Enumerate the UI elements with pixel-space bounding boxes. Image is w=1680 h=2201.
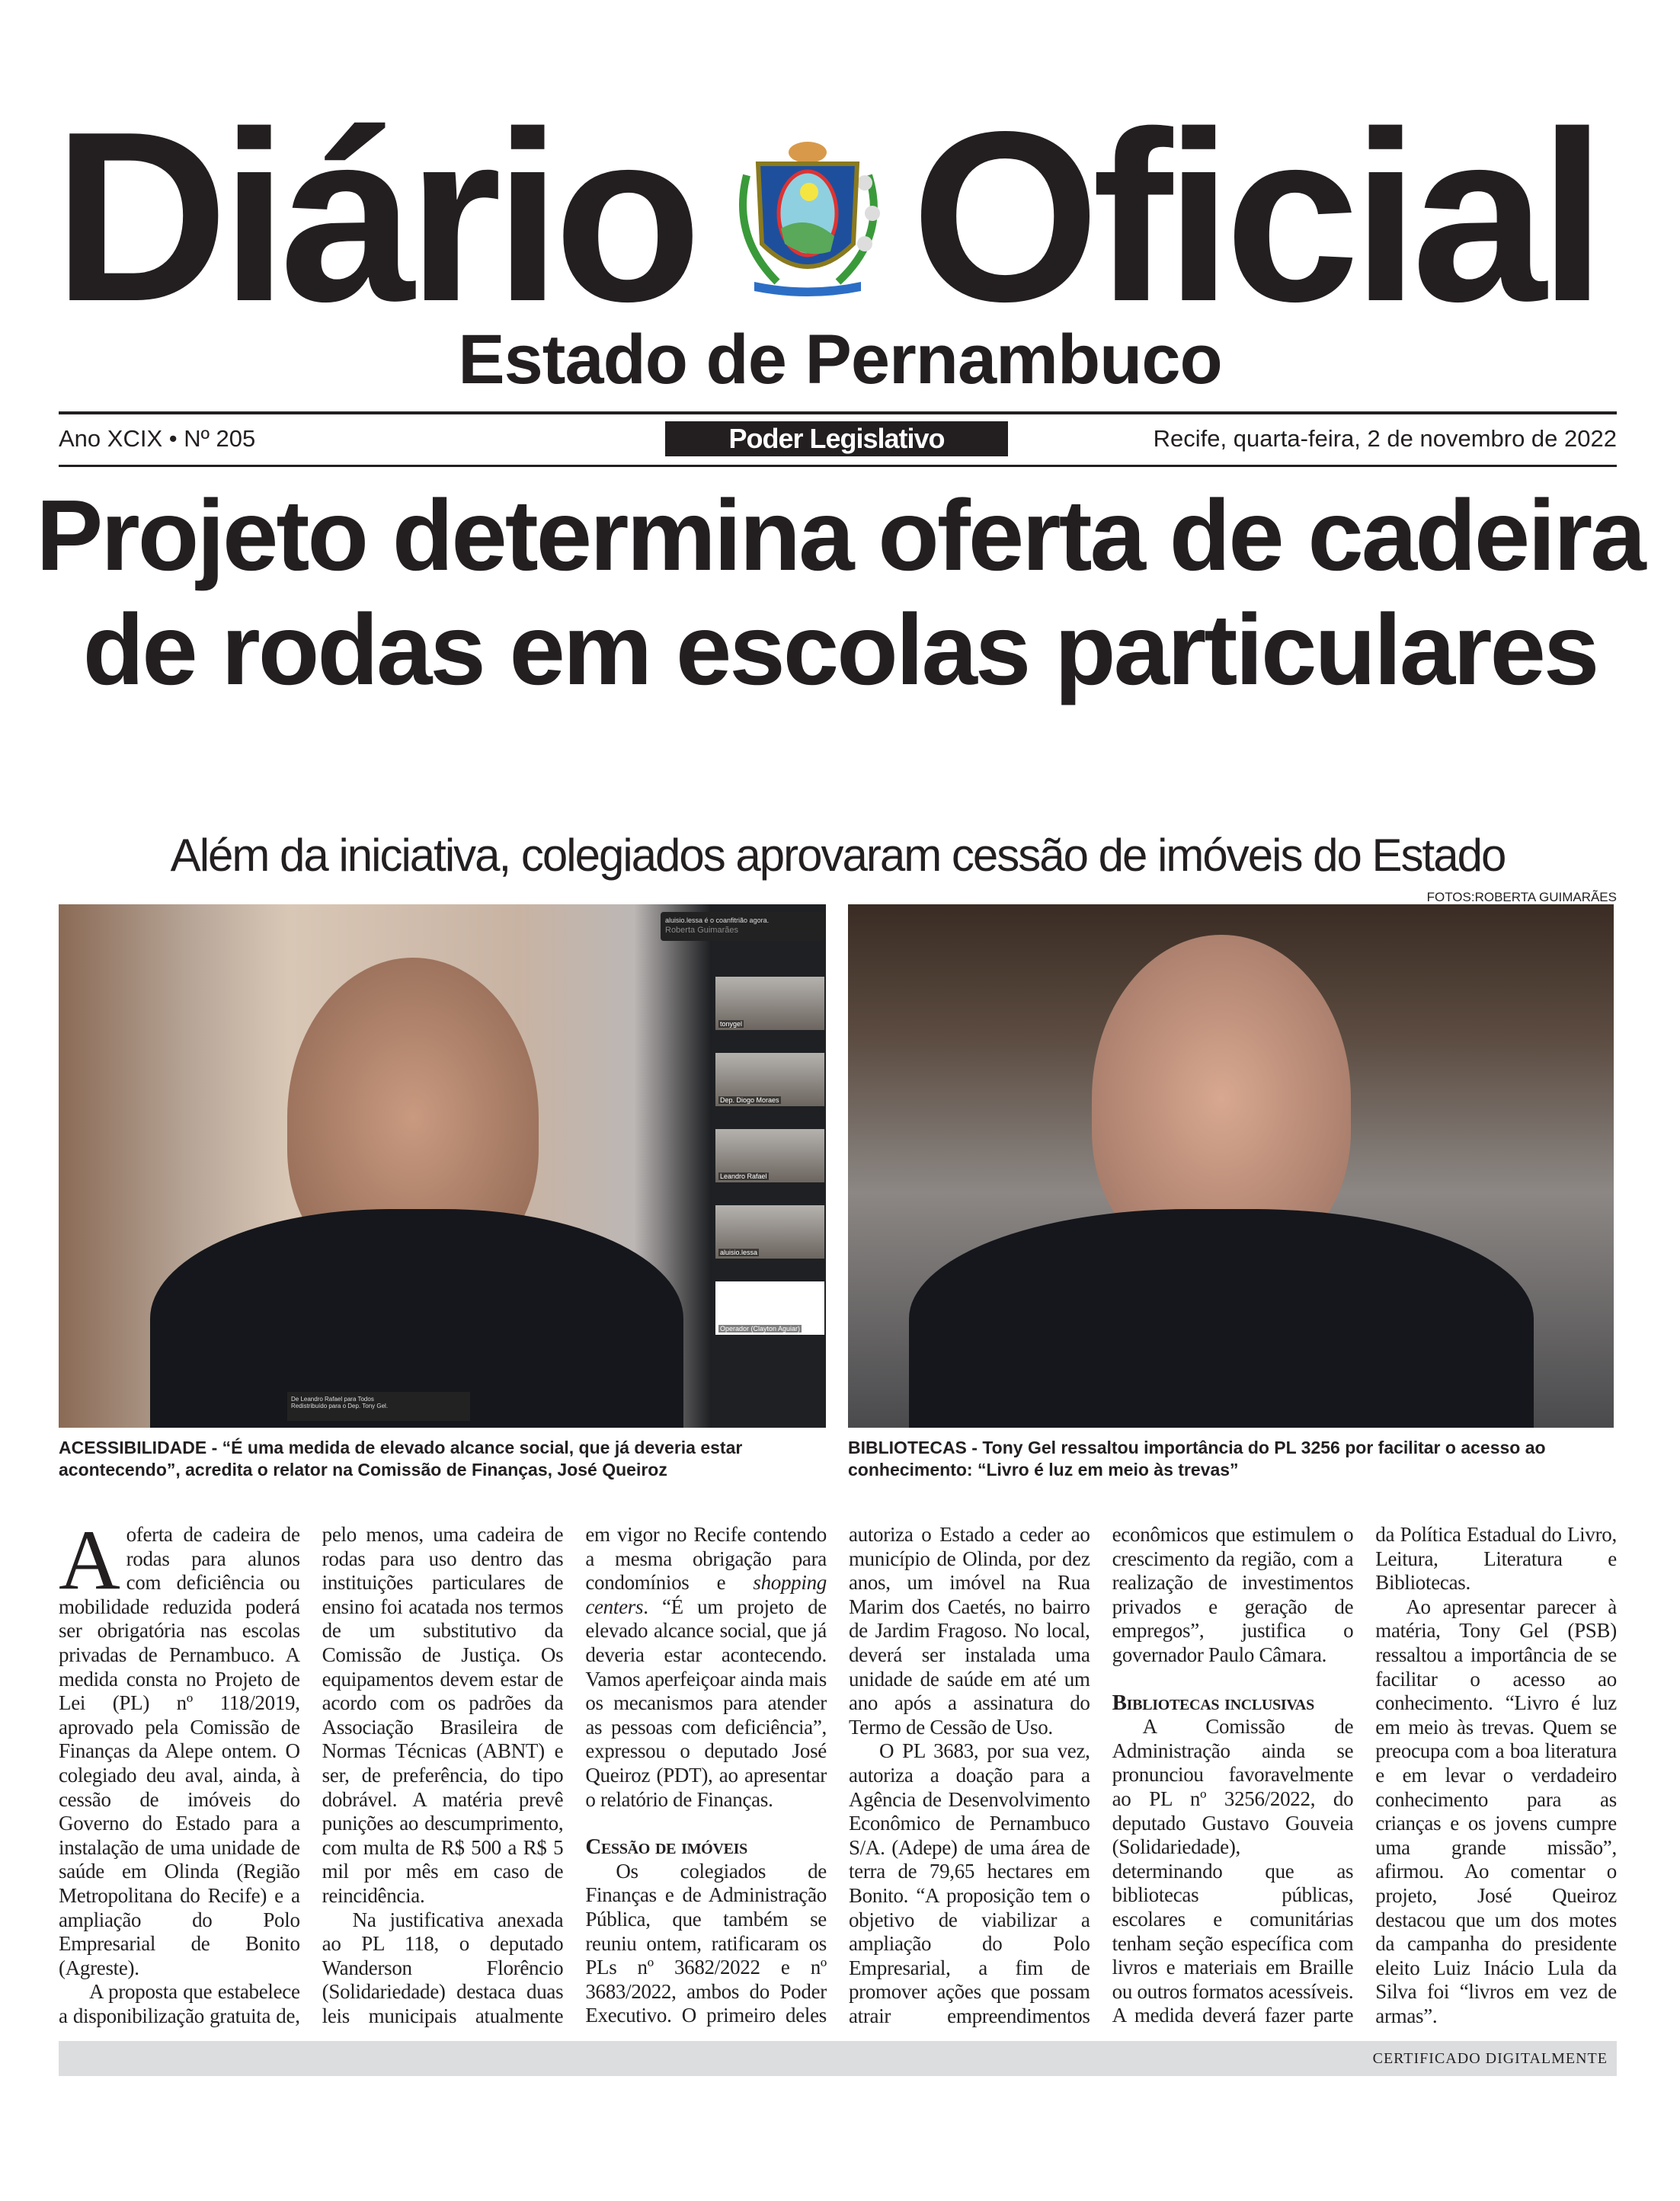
text: . “É um projeto de elevado alcance social, que já deveria estar acontecendo. Vamos aperfeiçoar ainda mais os mecanismos para atender as pessoas com deficiência”, expressou o deputado José Queiroz (PDT), ao apresentar o relatório de Finanças. <box>585 1595 827 1811</box>
masthead-title-right: Oficial <box>911 82 1599 352</box>
participant-name: Operador (Clayton Aguiar) <box>720 1325 801 1332</box>
section-heading: Bibliotecas inclusivas <box>1112 1690 1314 1715</box>
chat-line: Redistribuído para o Dep. Tony Gel. <box>291 1403 389 1409</box>
paragraph: A proposta que estabelece a disponibilização gratuita de, pelo menos, uma cadeira de rodas para uso dentro das instituições particulares de ensino foi acatada nos termos de um substitutivo da Comissão de Justiça. Os equipamentos devem estar de acordo com os padrões da Associação Brasileira de Normas Técnicas (ABNT) e ser, de preferência, do tipo dobrável. A matéria prevê punições ao descumprimento, com multa de R$ 500 a R$ 5 mil por mês em caso de reincidência. <box>59 1523 564 2027</box>
masthead-subtitle: Estado de Pernambuco <box>458 321 1222 398</box>
footer-bar <box>59 2041 1617 2076</box>
top-rule <box>59 411 1617 414</box>
chat-message <box>287 1392 470 1421</box>
photo-video-call <box>59 904 826 1428</box>
masthead-title-left: Diário <box>53 82 695 352</box>
participant-tile <box>715 1129 824 1182</box>
photo-speaker <box>848 904 1614 1428</box>
headline: Projeto determina oferta de cadeira de rodas em escolas particulares <box>36 479 1644 705</box>
host-notice-text: aluisio.lessa é o coanfitrião agora. <box>665 917 770 924</box>
host-notice <box>661 912 824 941</box>
edition-date: Recife, quarta-feira, 2 de novembro de 2022 <box>1153 425 1617 452</box>
edition-number: Ano XCIX • Nº 205 <box>59 425 256 452</box>
lower-section <box>59 1513 1617 2076</box>
paragraph: A Comissão de Administração ainda se pronunciou favoravelmente ao PL nº 3256/2022, do deputado Gustavo Gouveia (Solidariedade), determinando que as bibliotecas públicas, escolares e comunitárias tenham seção específica com livros e materiais em Braille ou outros formatos acessíveis. A medida deverá fazer parte da Política Estadual do Livro, Leitura, Literatura e Bibliotecas. <box>1112 1523 1617 2027</box>
participant-name: tonygel <box>720 1020 743 1028</box>
participant-tile <box>715 1053 824 1106</box>
photo-credit: FOTOS:ROBERTA GUIMARÃES <box>1426 890 1617 904</box>
paragraph: Ao apresentar parecer à matéria, Tony Gel (PSB) ressaltou a importância de se facilitar o acesso ao conhecimento. “Livro é luz em meio às trevas. Quem se preocupa com a boa literatura e em levar o verdadeiro conhecimento para as crianças e os jovens cumpre uma grande missão”, afirmou. Ao comentar o projeto, José Queiroz destacou que um dos motes da campanha do presidente eleito Luiz Inácio Lula da Silva foi “livros em vez de armas”. <box>1375 1595 1617 2027</box>
paragraph: Aoferta de cadeira de rodas para alunos com deficiência ou mobilidade reduzida poderá ser obrigatória nas escolas privadas de Pernambuco. A medida consta no Projeto de Lei (PL) nº 118/2019, aprovado pela Comissão de Finanças da Alepe ontem. O colegiado deu aval, ainda, à cessão de imóveis do Governo do Estado para a instalação de uma unidade de saúde em Olinda (Região Metropolitana do Recife) e a ampliação do Polo Empresarial de Bonito (Agreste). <box>59 1513 300 1979</box>
participant-tile <box>715 1281 824 1335</box>
participant-name: aluisio.lessa <box>720 1249 758 1256</box>
deck: Além da iniciativa, colegiados aprovaram cessão de imóveis do Estado <box>170 830 1506 881</box>
participant-name: Dep. Diogo Moraes <box>720 1096 779 1104</box>
participant-name: Leandro Rafael <box>720 1172 767 1180</box>
certification-note: CERTIFICADO DIGITALMENTE <box>1372 2050 1608 2068</box>
photo-caption-left: ACESSIBILIDADE - “É uma medida de elevado alcance social, que já deveria estar acontecendo”, acredita o relator na Comissão de Finanças, José Queiroz <box>59 1438 743 1480</box>
photo-caption-right: BIBLIOTECAS - Tony Gel ressaltou importância do PL 3256 por facilitar o acesso ao conhecimento: “Livro é luz em meio às trevas” <box>848 1438 1546 1480</box>
paragraph: O PL 3683, por sua vez, autoriza a doação para a Agência de Desenvolvimento Econômico de Pernambuco S/A. (Adepe) de uma área de terra de 79,65 hectares em Bonito. “A proposição tem o objetivo de viabilizar a ampliação do Polo Empresarial, a fim de promover ações que possam atrair empreendimentos econômicos que estimulem o crescimento da região, com a realização de investimentos privados e geração de empregos”, justifica o governador Paulo Câmara. <box>848 1523 1354 2027</box>
participant-tile <box>715 977 824 1030</box>
participant-strip <box>712 904 826 1428</box>
participant-tile <box>715 1205 824 1259</box>
chat-line: De Leandro Rafael para Todos <box>291 1396 374 1403</box>
paragraph: Os colegiados de Finanças e de Administração Pública, que também se reuniu ontem, ratificaram os PLs nº 3682/2022 e nº 3683/2022, ambos do Poder Executivo. O primeiro deles autoriza o Estado a ceder ao município de Olinda, por dez anos, um imóvel na Rua Marim dos Caetés, no bairro de Jardim Fragoso. No local, deverá ser instalada uma unidade de saúde em até um ano após a assinatura do Termo de Cessão de Uso. <box>585 1523 1090 2027</box>
coat-of-arms-logo <box>716 130 899 305</box>
bottom-rule <box>59 465 1617 467</box>
speaker-suit <box>909 1209 1534 1428</box>
watermark-text: Roberta Guimarães <box>665 926 738 935</box>
italic-text: shopping centers <box>585 1571 827 1618</box>
article-body <box>59 1513 1617 2028</box>
section-heading: Cessão de imóveis <box>585 1835 747 1860</box>
text: Na justificativa anexada ao PL 118, o deputado Wanderson Florêncio (Solidariedade) destaca duas leis municipais atualmente em vigor no Recife contendo a mesma obrigação para condomínios e <box>322 1523 827 2027</box>
section-label: Poder Legislativo <box>665 421 1008 456</box>
